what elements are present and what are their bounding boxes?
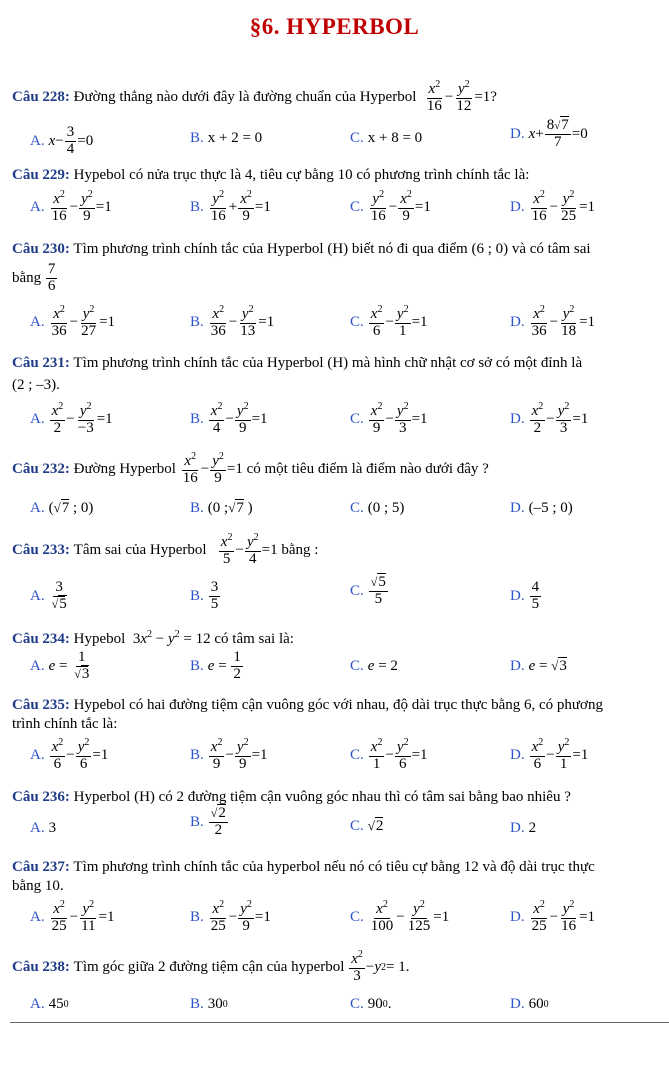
option-d[interactable]: D. e = √3 xyxy=(510,658,567,674)
question-234: Câu 234: Hypebol $3x^2 - y^2 = 12$ có tâm sai là: xyxy=(12,629,294,647)
option-c[interactable]: C. $\frac{√5}{5}$ xyxy=(350,574,386,607)
question-number: Câu 228: xyxy=(12,88,70,105)
option-c[interactable]: C. $\frac{x^2}{100}$ − $\frac{y^2}{125}$ =1 xyxy=(350,899,450,934)
option-a[interactable]: A. x − $\frac{3}{4}$ =0 xyxy=(30,124,94,157)
option-a[interactable]: A. $\frac{x^2}{6}$ − $\frac{y^2}{6}$ =1 xyxy=(30,737,109,772)
option-b[interactable]: B. (0 ; √7 ) xyxy=(190,500,253,516)
option-a[interactable]: A. $\frac{x^2}{16}$ − $\frac{y^2}{9}$ =1 xyxy=(30,189,112,224)
option-d[interactable]: D. x + $\frac{8√7}{7}$ =0 xyxy=(510,117,588,150)
question-231: Câu 231: Tìm phương trình chính tắc của Hyperbol (H) mà hình chữ nhật cơ sở có một đỉnh là xyxy=(12,355,583,371)
option-d[interactable]: D. (–5 ; 0) xyxy=(510,500,573,516)
option-a[interactable]: A. (√7 ; 0) xyxy=(30,500,94,516)
option-c[interactable]: C. $\frac{x^2}{1}$ − $\frac{y^2}{6}$ =1 xyxy=(350,737,428,772)
option-c[interactable]: C. x + 8 = 0 xyxy=(350,130,423,146)
option-c[interactable]: C. $\frac{x^2}{6}$ − $\frac{y^2}{1}$ =1 xyxy=(350,304,428,339)
option-d[interactable]: D. $\frac{x^2}{16}$ − $\frac{y^2}{25}$ =1 xyxy=(510,189,596,224)
option-a[interactable]: A. $\frac{3}{√5}$ xyxy=(30,579,67,612)
option-a[interactable]: A. $\frac{x^2}{25}$ − $\frac{y^2}{11}$ =1 xyxy=(30,899,115,934)
option-c[interactable]: C. 90 0 . xyxy=(350,996,392,1012)
question-235: Câu 235: Hypebol có hai đường tiệm cận vuông góc với nhau, độ dài trục thực bằng 6, có phương xyxy=(12,697,603,713)
option-b[interactable]: B. x + 2 = 0 xyxy=(190,130,263,146)
question-237: Câu 237: Tìm phương trình chính tắc của hyperbol nếu nó có tiêu cự bằng 12 và độ dài trục thực xyxy=(12,859,595,875)
option-c[interactable]: C. e = 2 xyxy=(350,658,398,674)
option-b[interactable]: B. $\frac{x^2}{4}$ − $\frac{y^2}{9}$ =1 xyxy=(190,401,268,436)
option-c[interactable]: C. (0 ; 5) xyxy=(350,500,405,516)
question-231-cont: (2 ; –3). xyxy=(12,377,60,393)
option-a[interactable]: A. $\frac{x^2}{2}$ − $\frac{y^2}{-3}$ =1 xyxy=(30,401,113,436)
question-230: Câu 230: Tìm phương trình chính tắc của Hyperbol (H) biết nó đi qua điểm (6 ; 0) và có tâm sai xyxy=(12,241,591,257)
question-233: Câu 233: Tâm sai của Hyperbol $\frac{x^2}{5}$ − $\frac{y^2}{4}$ =1 bằng : xyxy=(12,532,319,567)
option-b[interactable]: B. $\frac{y^2}{16}$ + $\frac{x^2}{9}$ =1 xyxy=(190,189,271,224)
option-b[interactable]: B. e = $\frac{1}{2}$ xyxy=(190,649,241,682)
option-a[interactable]: A. e = $\frac{1}{√3}$ xyxy=(30,649,90,682)
option-a[interactable]: A. $\frac{x^2}{36}$ − $\frac{y^2}{27}$ =1 xyxy=(30,304,116,339)
question-228 xyxy=(12,80,669,115)
bottom-divider xyxy=(10,1022,669,1023)
option-c[interactable]: C. $\frac{x^2}{9}$ − $\frac{y^2}{3}$ =1 xyxy=(350,401,428,436)
option-c[interactable]: C. $\frac{y^2}{16}$ − $\frac{x^2}{9}$ =1 xyxy=(350,189,431,224)
option-d[interactable]: D. 2 xyxy=(510,820,537,836)
equation: $\frac{x^2}{16}$ − $\frac{y^2}{12}$ =1? xyxy=(426,79,497,114)
question-238: Câu 238: Tìm góc giữa 2 đường tiệm cận của hyperbol $\frac{x^2}{3}$ − y 2 = 1. xyxy=(12,949,410,984)
page-title: §6. HYPERBOL xyxy=(249,14,420,39)
option-a[interactable]: A. 3 xyxy=(30,820,57,836)
question-230-cont: bằng $\frac{7}{6}$ xyxy=(12,261,56,294)
option-b[interactable]: B. $\frac{x^2}{25}$ − $\frac{y^2}{9}$ =1 xyxy=(190,899,271,934)
question-text: Đường thẳng nào dưới đây là đường chuẩn của Hyperbol xyxy=(73,88,417,105)
question-229: Câu 229: Hypebol có nửa trục thực là 4, tiêu cự bằng 10 có phương trình chính tắc là: xyxy=(12,167,530,183)
option-b[interactable]: B. $\frac{x^2}{9}$ − $\frac{y^2}{9}$ =1 xyxy=(190,737,268,772)
option-b[interactable]: B. $\frac{√2}{2}$ xyxy=(190,805,226,838)
option-d[interactable]: D. $\frac{x^2}{2}$ − $\frac{y^2}{3}$ =1 xyxy=(510,401,589,436)
question-235-cont: trình chính tắc là: xyxy=(12,716,118,732)
option-a[interactable]: A. 45 0 xyxy=(30,996,69,1012)
option-d[interactable]: D. $\frac{x^2}{6}$ − $\frac{y^2}{1}$ =1 xyxy=(510,737,589,772)
option-d[interactable]: D. 60 0 xyxy=(510,996,549,1012)
option-b[interactable]: B. 30 0 xyxy=(190,996,228,1012)
question-236: Câu 236: Hyperbol (H) có 2 đường tiệm cận vuông góc nhau thì có tâm sai bằng bao nhiêu ? xyxy=(12,789,571,805)
question-237-cont: bằng 10. xyxy=(12,878,64,894)
option-b[interactable]: B. $\frac{x^2}{36}$ − $\frac{y^2}{13}$ =1 xyxy=(190,304,275,339)
option-b[interactable]: B. $\frac{3}{5}$ xyxy=(190,579,219,612)
option-c[interactable]: C. √2 xyxy=(350,818,384,834)
option-d[interactable]: D. $\frac{x^2}{36}$ − $\frac{y^2}{18}$ =1 xyxy=(510,304,596,339)
question-232: Câu 232: Đường Hyperbol $\frac{x^2}{16}$ − $\frac{y^2}{9}$ =1 có một tiêu điểm là điểm nào dưới đây ? xyxy=(12,451,489,486)
option-d[interactable]: D. $\frac{4}{5}$ xyxy=(510,579,540,612)
option-d[interactable]: D. $\frac{x^2}{25}$ − $\frac{y^2}{16}$ =1 xyxy=(510,899,596,934)
